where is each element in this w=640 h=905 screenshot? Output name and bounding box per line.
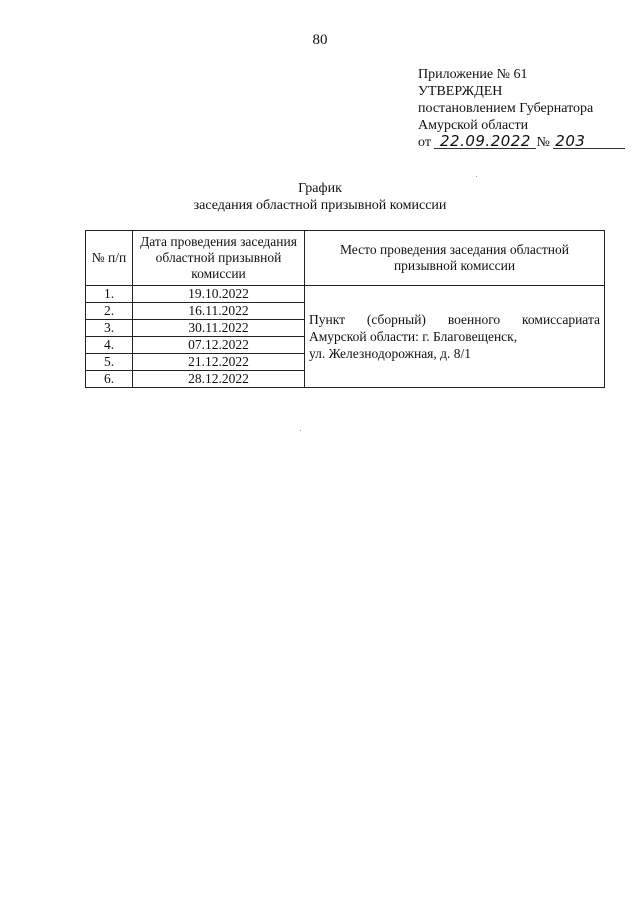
row-num: 3. <box>86 320 133 337</box>
place-line-3: ул. Железнодорожная, д. 8/1 <box>309 346 472 361</box>
row-date: 16.11.2022 <box>133 303 305 320</box>
approved-label: УТВЕРЖДЕН <box>418 84 503 99</box>
title-sub: заседания областной призывной комиссии <box>193 198 447 213</box>
header-date: Дата проведения заседания областной призывной комиссии <box>133 231 305 286</box>
scan-speck <box>300 430 301 431</box>
schedule-table <box>85 230 605 388</box>
from-label: от <box>418 135 431 150</box>
row-date: 07.12.2022 <box>133 337 305 354</box>
resolution-label: постановлением Губернатора <box>418 101 594 116</box>
table-header-row <box>86 231 605 286</box>
row-date: 21.12.2022 <box>133 354 305 371</box>
region-label: Амурской области <box>418 118 529 133</box>
title-main: График <box>298 181 342 196</box>
table-row <box>86 286 605 303</box>
handwritten-date: 22.09.2022 <box>434 134 536 149</box>
header-num: № п/п <box>86 231 133 286</box>
handwritten-number: 203 <box>553 134 625 149</box>
row-num: 6. <box>86 371 133 388</box>
document-title <box>0 180 640 214</box>
approval-date-line <box>418 134 625 151</box>
row-date: 30.11.2022 <box>133 320 305 337</box>
meeting-place <box>305 286 605 388</box>
approval-block <box>418 66 625 151</box>
place-line-1: Пункт (сборный) военного комиссариата <box>309 312 600 327</box>
row-date: 19.10.2022 <box>133 286 305 303</box>
place-line-2: Амурской области: г. Благовещенск, <box>309 329 518 344</box>
row-date: 28.12.2022 <box>133 371 305 388</box>
number-label: № <box>536 135 550 150</box>
header-place: Место проведения заседания областной призывной комиссии <box>305 231 605 286</box>
row-num: 2. <box>86 303 133 320</box>
scan-speck <box>476 176 477 177</box>
appendix-number: Приложение № 61 <box>418 67 528 82</box>
row-num: 4. <box>86 337 133 354</box>
page-number: 80 <box>312 32 328 48</box>
row-num: 5. <box>86 354 133 371</box>
row-num: 1. <box>86 286 133 303</box>
